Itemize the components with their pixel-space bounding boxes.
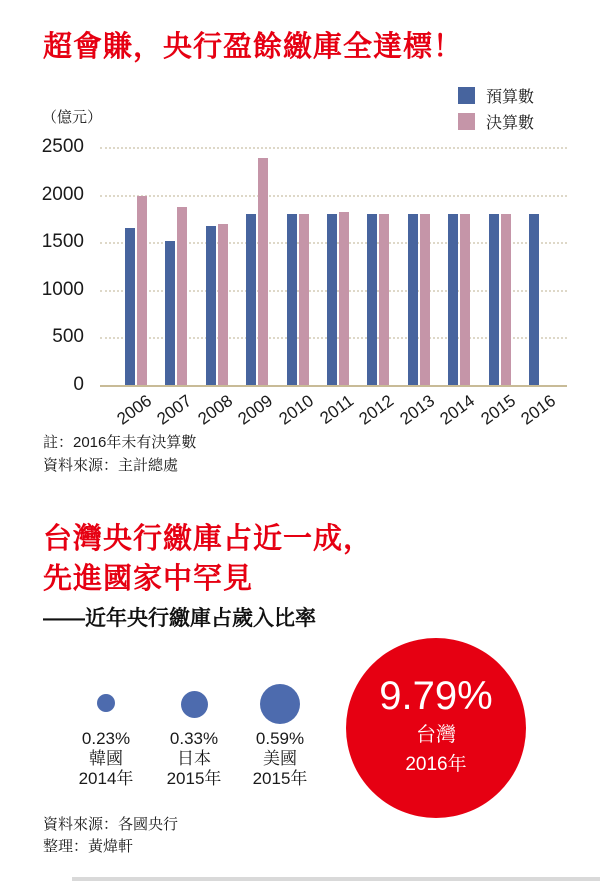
- page-title: 超會賺，央行盈餘繳庫全達標！: [43, 31, 464, 63]
- usa-label: [225, 729, 335, 789]
- bar-budget-2007: [165, 241, 175, 385]
- x-tick-2012: 2012: [355, 391, 398, 429]
- bar-chart: [0, 0, 600, 430]
- credit: 整理：黃煒軒: [43, 838, 134, 855]
- bubble-source: 資料來源：各國央行: [43, 816, 179, 833]
- bar-budget-2013: [408, 214, 418, 385]
- usa-country-label: 美國: [263, 749, 297, 768]
- y-tick-2000: 2000: [41, 183, 84, 205]
- japan-value-label: 0.33%: [169, 729, 219, 748]
- section2-title: [43, 519, 373, 599]
- section2-title-line2: 先進國家中罕見: [43, 563, 254, 595]
- chart-note: 註：2016年未有決算數: [43, 434, 197, 451]
- taiwan-country-label: 台灣: [416, 724, 456, 746]
- gridline-2500: [100, 147, 567, 149]
- x-tick-2008: 2008: [194, 391, 236, 429]
- taiwan-year-label: 2016年: [405, 754, 467, 775]
- japan-year-label: 2015年: [166, 769, 222, 788]
- x-tick-2016: 2016: [517, 391, 560, 429]
- chart-source: 資料來源：主計總處: [43, 457, 179, 474]
- japan-country-label: 日本: [177, 749, 211, 768]
- gridline-2000: [100, 195, 567, 197]
- x-tick-2014: 2014: [436, 391, 479, 429]
- bar-budget-2015: [489, 214, 499, 385]
- chart-notes: [43, 431, 196, 477]
- y-axis-unit-label: （億元）: [42, 109, 103, 126]
- x-tick-2006: 2006: [113, 391, 156, 429]
- bar-final-2009: [258, 158, 268, 385]
- bar-final-2007: [177, 207, 187, 385]
- bubble-japan: [181, 691, 208, 718]
- x-tick-2013: 2013: [396, 391, 438, 429]
- bar-budget-2012: [367, 214, 377, 385]
- x-tick-2007: 2007: [153, 391, 196, 429]
- x-axis-line: [100, 385, 567, 387]
- footer-notes: [43, 814, 178, 858]
- bar-budget-2014: [448, 214, 458, 385]
- korea-year-label: 2014年: [78, 769, 134, 788]
- section2-title-line1: 台灣央行繳庫占近一成，: [43, 523, 374, 555]
- x-tick-2010: 2010: [274, 391, 317, 429]
- y-tick-2500: 2500: [41, 136, 84, 157]
- bottom-divider: [72, 877, 600, 881]
- y-tick-500: 500: [52, 326, 84, 348]
- bar-final-2012: [379, 214, 389, 385]
- bubble-korea: [97, 694, 115, 712]
- y-tick-1000: 1000: [41, 278, 84, 300]
- usa-value-label: 0.59%: [255, 729, 305, 748]
- bar-final-2013: [420, 214, 430, 385]
- y-tick-0: 0: [73, 374, 84, 395]
- x-tick-2015: 2015: [476, 391, 519, 429]
- bubble-usa: [260, 684, 300, 724]
- bar-final-2008: [218, 224, 228, 385]
- section2-subtitle: ——近年央行繳庫占歲入比率: [43, 607, 316, 630]
- korea-country-label: 韓國: [89, 749, 123, 768]
- bar-final-2010: [299, 214, 309, 385]
- bar-budget-2010: [287, 214, 297, 385]
- korea-value-label: 0.23%: [81, 729, 131, 748]
- bar-final-2011: [339, 212, 349, 385]
- usa-year-label: 2015年: [252, 769, 308, 788]
- y-tick-1500: 1500: [41, 231, 84, 253]
- x-tick-2009: 2009: [234, 391, 277, 429]
- taiwan-value-label: 9.79%: [379, 674, 493, 718]
- legend-label-budget: 預算數: [486, 88, 535, 106]
- bar-budget-2011: [327, 214, 337, 385]
- bar-final-2014: [460, 214, 470, 385]
- legend-label-final: 決算數: [486, 114, 535, 132]
- bar-budget-2009: [246, 214, 256, 385]
- x-tick-2011: 2011: [316, 391, 358, 428]
- bar-budget-2016: [529, 214, 539, 385]
- bubble-taiwan: [346, 638, 526, 818]
- bar-budget-2008: [206, 226, 216, 385]
- bar-final-2006: [137, 196, 147, 385]
- bar-budget-2006: [125, 228, 135, 385]
- bar-final-2015: [501, 214, 511, 385]
- korea-label: [51, 729, 161, 789]
- japan-label: [139, 729, 249, 789]
